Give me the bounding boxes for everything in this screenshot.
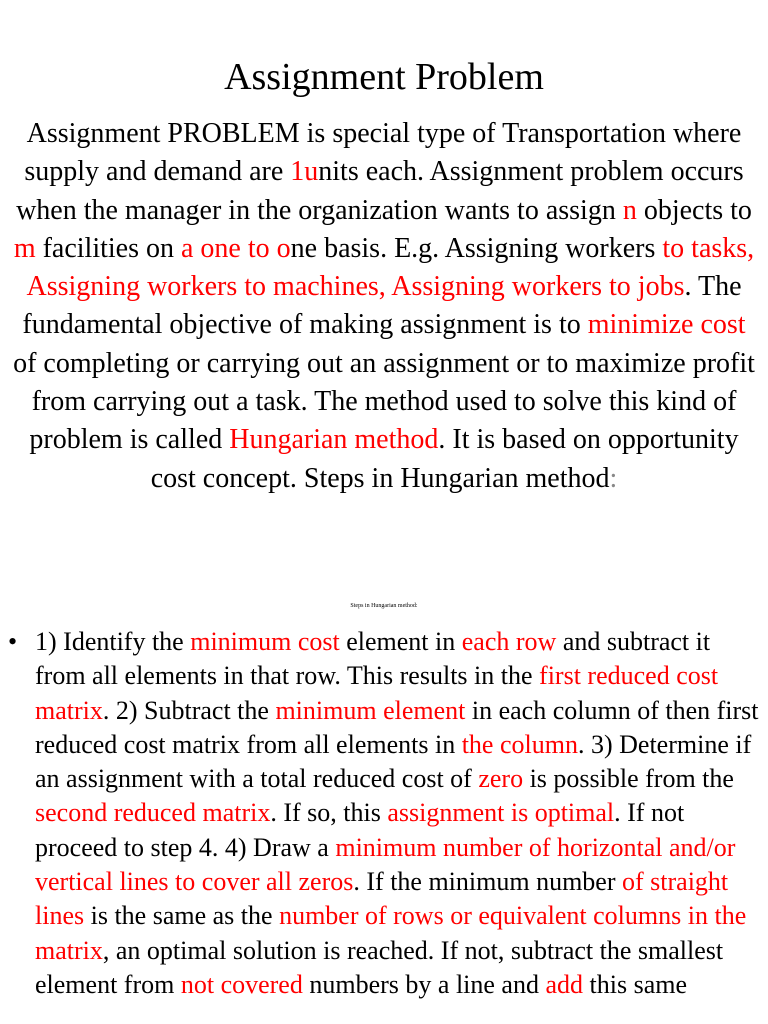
text-run: . The fundamental objective of making assignment is to	[22, 271, 742, 341]
text-run: numbers by a line and	[302, 969, 546, 999]
muted-text: :	[609, 462, 618, 494]
bullet-icon: •	[8, 627, 18, 656]
highlighted-text: number of rows or equivalent columns in the matrix	[35, 901, 747, 965]
highlighted-text: add	[545, 969, 584, 999]
steps-list	[8, 625, 760, 1002]
text-run: . 3) Determine if an assignment with a total reduced cost of	[35, 729, 752, 794]
steps-caption: Steps in Hungarian method:	[350, 603, 418, 609]
text-run: Assignment PROBLEM is special type of Transportation where supply and demand are	[24, 118, 742, 188]
highlighted-text: assignment is optimal	[387, 798, 615, 828]
highlighted-text: 1u	[290, 156, 319, 188]
highlighted-text: a one to o	[181, 232, 291, 264]
highlighted-text: first reduced cost matrix	[35, 661, 719, 725]
text-run: . If the minimum number	[353, 867, 622, 897]
intro-paragraph	[10, 115, 758, 498]
highlighted-text: to tasks, Assigning workers to machines, Assigning workers to jobs	[26, 232, 755, 303]
text-run: is possible from the	[523, 764, 734, 794]
text-run: nits each. Assignment problem occurs when the manager in the organization wants to assign	[16, 156, 744, 226]
list-item	[8, 625, 760, 1002]
highlighted-text: minimize cost	[587, 309, 746, 341]
highlighted-text: not covered	[180, 969, 303, 999]
highlighted-text: minimum element	[275, 695, 466, 725]
text-run: . It is based on opportunity cost concept. Steps in Hungarian method	[150, 424, 739, 494]
text-run: ne basis. E.g. Assigning workers	[290, 232, 663, 264]
highlighted-text: n	[622, 194, 637, 226]
highlighted-text: of straight lines	[35, 867, 729, 931]
text-run: element in	[339, 627, 462, 656]
text-run: in each column of then first reduced cost matrix from all elements in	[35, 695, 759, 759]
text-run: . If so, this	[270, 798, 388, 828]
text-run: , an optimal solution is reached. If not, subtract the smallest element from	[35, 935, 724, 999]
highlighted-text: Hungarian method	[229, 424, 439, 456]
highlighted-text: second reduced matrix	[35, 798, 271, 828]
highlighted-text: m	[13, 232, 36, 264]
text-run: and subtract it from all elements in that row. This results in the	[35, 627, 711, 691]
text-run: is the same as the	[84, 901, 280, 931]
text-run: this same	[583, 969, 688, 999]
text-run: . If not proceed to step 4. 4) Draw a	[35, 798, 685, 862]
text-run: of completing or carrying out an assignment or to maximize profit from carrying out a task. The method used to solve this kind of problem is called	[13, 347, 755, 456]
highlighted-text: the column	[461, 729, 578, 759]
steps-text	[35, 627, 759, 999]
text-run: objects to	[636, 194, 752, 226]
text-run: facilities on	[35, 232, 181, 264]
page-title: Assignment Problem	[224, 56, 544, 98]
text-run: 1) Identify the	[35, 627, 191, 656]
highlighted-text: each row	[461, 627, 557, 656]
highlighted-text: zero	[478, 764, 524, 794]
highlighted-text: minimum number of horizontal and/or vertical lines to cover all zeros	[35, 832, 736, 897]
text-run: . 2) Subtract the	[102, 695, 276, 725]
highlighted-text: minimum cost	[190, 627, 340, 656]
